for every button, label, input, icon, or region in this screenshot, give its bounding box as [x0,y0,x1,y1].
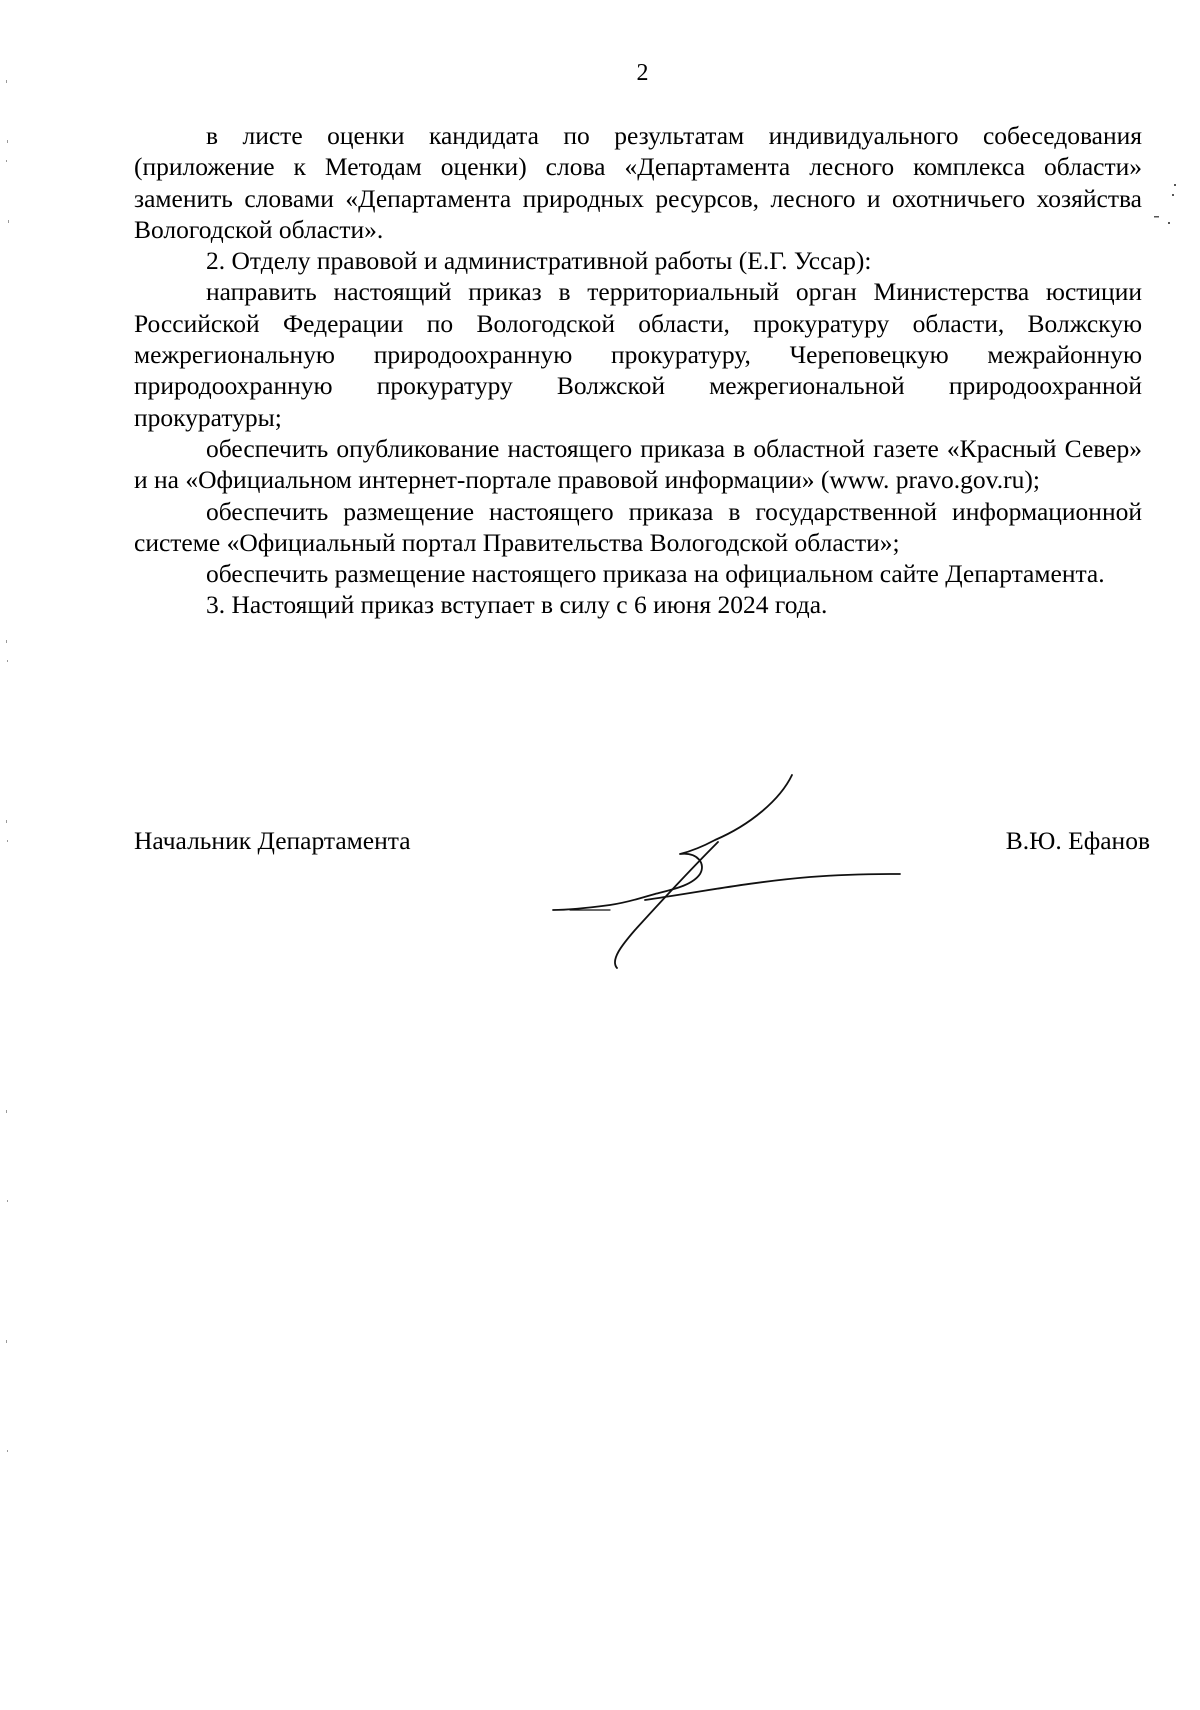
scan-edge-marks [0,0,20,1710]
scan-edge-marks-right [1150,180,1190,240]
page-number: 2 [636,60,649,86]
document-body [134,120,1142,621]
paragraph-publish-order: обеспечить опубликование настоящего приказа в областной газете «Красный Север» и на «Официальном интернет-портале правовой информации» (www. pravo.gov.ru); [134,433,1142,495]
paragraph-place-on-site: обеспечить размещение настоящего приказа на официальном сайте Департамента. [206,559,1105,589]
paragraph-send-order: направить настоящий приказ в территориальный орган Министерства юстиции Российской Федерации по Вологодской области, прокуратуру области, Волжскую межрегиональную природоохранную прокуратуру, Череповецкую межрайонную природоохранную прокуратуру Волжской межрегиональной природоохранной прокуратуры; [134,277,1142,432]
handwritten-signature [550,770,920,970]
paragraph-place-in-gis: обеспечить размещение настоящего приказа в государственной информационной системе «Официальный портал Правительства Вологодской области»; [134,496,1142,557]
signatory-name: В.Ю. Ефанов [1005,826,1150,855]
paragraph-evaluation-sheet: в листе оценки кандидата по результатам индивидуального собеседования (приложение к Методам оценки) слова «Департамента лесного комплекса области» заменить словами «Департамента природных ресурсов, лесного и охотничьего хозяйства Вологодской области». [134,121,1142,244]
paragraph-item-3-effective-date: 3. Настоящий приказ вступает в силу с 6 июня 2024 года. [206,590,828,620]
signatory-position: Начальник Департамента [134,826,411,855]
paragraph-item-2-heading: 2. Отделу правовой и административной работы (Е.Г. Уссар): [206,246,872,276]
signature-descender [615,842,718,968]
